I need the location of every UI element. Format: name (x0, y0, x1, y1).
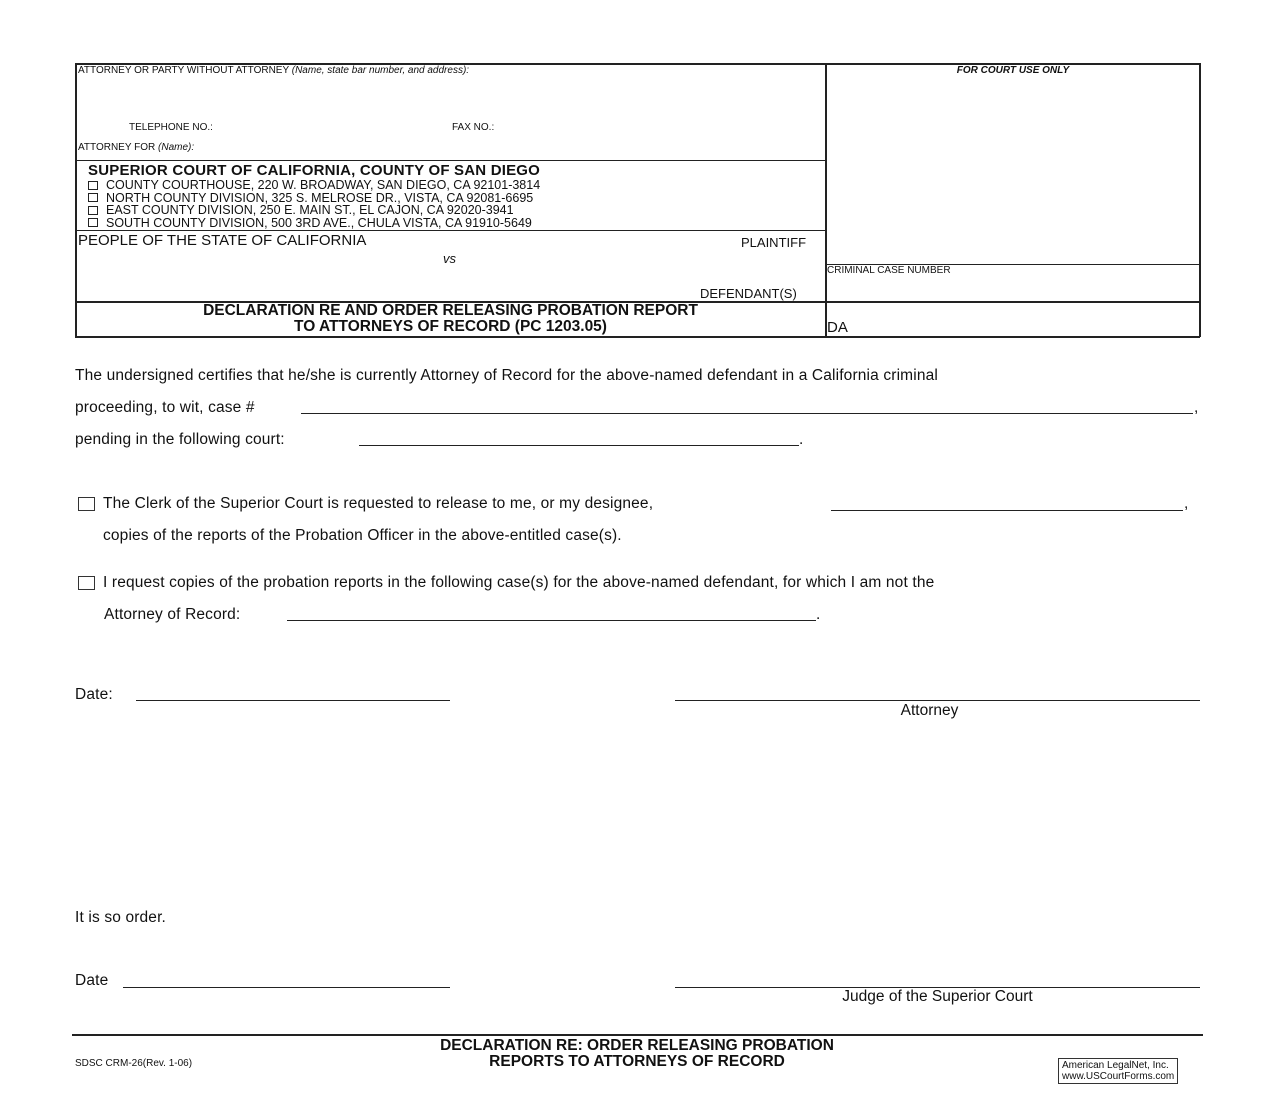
attorney-for-label: ATTORNEY FOR (Name): (78, 142, 195, 153)
judge-signature-label: Judge of the Superior Court (842, 988, 1033, 1005)
vs-label: vs (443, 251, 456, 266)
order-text: It is so order. (75, 909, 166, 926)
other-cases-checkbox[interactable] (78, 576, 95, 590)
option2-line2: Attorney of Record: (104, 606, 241, 623)
telephone-label: TELEPHONE NO.: (129, 122, 213, 133)
date-blank[interactable] (136, 700, 450, 701)
checkbox[interactable] (88, 181, 98, 190)
location-option-county-courthouse[interactable]: COUNTY COURTHOUSE, 220 W. BROADWAY, SAN DIEGO, CA 92101-3814 (88, 179, 540, 192)
date2-blank[interactable] (123, 987, 450, 988)
option1-line1: The Clerk of the Superior Court is requested to release to me, or my designee, (103, 495, 654, 512)
attorney-label: ATTORNEY OR PARTY WITHOUT ATTORNEY (Name, state bar number, and address): (78, 65, 470, 76)
other-cases-blank[interactable] (287, 620, 816, 621)
court-use-label: FOR COURT USE ONLY (956, 65, 1070, 76)
location-option-east-county[interactable]: EAST COUNTY DIVISION, 250 E. MAIN ST., EL CAJON, CA 92020-3941 (88, 204, 514, 217)
checkbox[interactable] (88, 193, 98, 202)
date-label: Date: (75, 686, 113, 703)
attorney-signature-line[interactable] (675, 700, 1200, 701)
case-number-blank[interactable] (301, 413, 1193, 414)
designee-blank[interactable] (831, 510, 1183, 511)
checkbox[interactable] (88, 206, 98, 215)
checkbox[interactable] (88, 218, 98, 227)
option2-line1: I request copies of the probation reports in the following case(s) for the above-named defendant, for which I am not the (103, 574, 935, 591)
location-option-south-county[interactable]: SOUTH COUNTY DIVISION, 500 3RD AVE., CHULA VISTA, CA 91910-5649 (88, 217, 532, 230)
release-request-checkbox[interactable] (78, 497, 95, 511)
para1-line3: pending in the following court: (75, 431, 285, 448)
para1-line1: The undersigned certifies that he/she is currently Attorney of Record for the above-named defendant in a California criminal (75, 367, 938, 384)
option1-line2: copies of the reports of the Probation Officer in the above-entitled case(s). (103, 527, 622, 544)
fax-label: FAX NO.: (452, 122, 495, 133)
form-id: SDSC CRM-26(Rev. 1-06) (75, 1058, 193, 1069)
defendant-label: DEFENDANT(S) (700, 286, 797, 301)
plaintiff-label: PLAINTIFF (741, 235, 807, 250)
case-number-label: CRIMINAL CASE NUMBER (827, 265, 951, 276)
footer-title: DECLARATION RE: ORDER RELEASING PROBATION REPORTS TO ATTORNEYS OF RECORD (440, 1037, 834, 1070)
vendor-box: American LegalNet, Inc. www.USCourtForms.com (1058, 1058, 1178, 1084)
people-label: PEOPLE OF THE STATE OF CALIFORNIA (78, 232, 367, 249)
court-title: SUPERIOR COURT OF CALIFORNIA, COUNTY OF SAN DIEGO (88, 162, 541, 179)
da-label: DA (827, 319, 848, 336)
attorney-signature-label: Attorney (900, 702, 959, 719)
para1-line2: proceeding, to wit, case # (75, 399, 255, 416)
location-option-north-county[interactable]: NORTH COUNTY DIVISION, 325 S. MELROSE DR., VISTA, CA 92081-6695 (88, 192, 533, 205)
footer-rule (72, 1034, 1203, 1036)
date2-label: Date (75, 972, 109, 989)
court-blank[interactable] (359, 445, 799, 446)
caption-title: DECLARATION RE AND ORDER RELEASING PROBATION REPORT TO ATTORNEYS OF RECORD (PC 1203.05) (203, 302, 698, 335)
